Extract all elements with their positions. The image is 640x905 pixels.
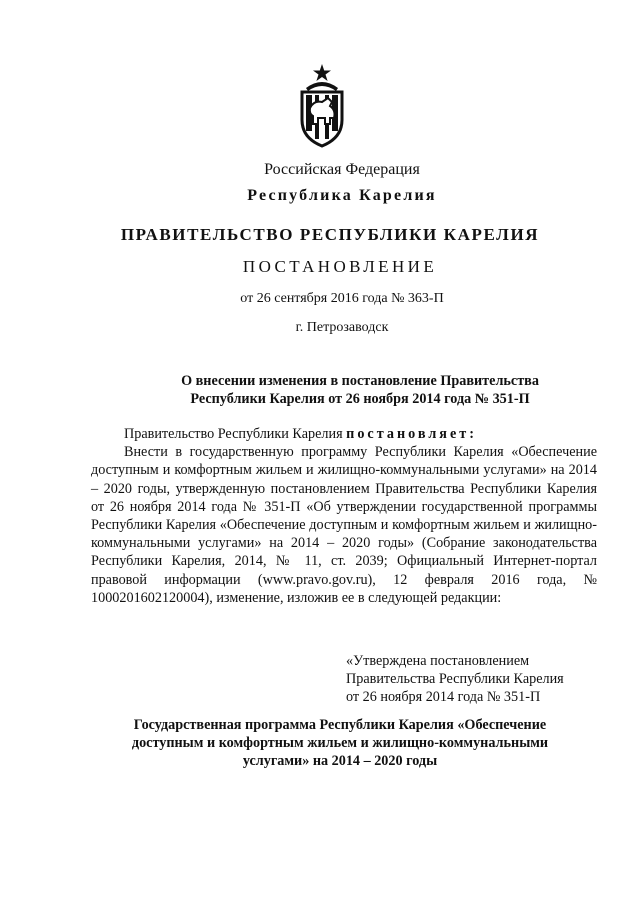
government-title: ПРАВИТЕЛЬСТВО РЕСПУБЛИКИ КАРЕЛИЯ [120,225,540,244]
approval-line: «Утверждена постановлением [346,653,530,669]
program-title-line: Государственная программа Республики Карелия «Обеспечение [133,717,547,733]
body-lead [91,425,597,443]
approval-stamp-text [346,652,606,707]
document-city: г. Петрозаводск [295,320,389,335]
program-title-line: услугами» на 2014 – 2020 годы [242,753,438,770]
karelia-coat-of-arms-icon [296,62,348,148]
country-name: Российская Федерация [264,161,420,178]
body-lead-text: Правительство Республики Карелия [124,426,347,442]
document-date: от 26 сентября 2016 года № 363-П [240,291,444,306]
republic-name: Республика Карелия [247,187,437,204]
document-subject [150,372,570,408]
document-body [91,425,597,607]
document-type: ПОСТАНОВЛЕНИЕ [242,257,438,276]
approval-line: Правительства Республики Карелия [346,671,564,688]
approval-line: от 26 ноября 2014 года № 351-П [346,689,541,706]
program-title-line: доступным и комфортным жильем и жилищно-коммунальными [131,735,549,752]
subject-line: О внесении изменения в постановление Правительства [181,373,539,389]
body-paragraph: Внести в государственную программу Республики Карелия «Обеспечение доступным и комфортным жильем и жилищно-коммунальными услугами» на 2014 – 2020 годы, утвержденную постановлением Правительства Республики Карелия от 26 ноября 2014 года № 351-П «Об утверждении государственной программы Республики Карелия «Обеспечение доступным и комфортным жильем и жилищно-коммунальными услугами» на 2014 – 2020 годы» (Собрание законодательства Республики Карелия, 2014, № 11, ст. 2039; Официальный Интернет-портал правовой информации (www.pravo.gov.ru), 12 февраля 2016 года, № 1000201602120004), изменение, изложив ее в следующей редакции: [91,444,597,606]
decrees-word: постановляет: [346,426,477,442]
program-title [100,716,580,771]
subject-line: Республики Карелия от 26 ноября 2014 года № 351-П [190,391,530,407]
